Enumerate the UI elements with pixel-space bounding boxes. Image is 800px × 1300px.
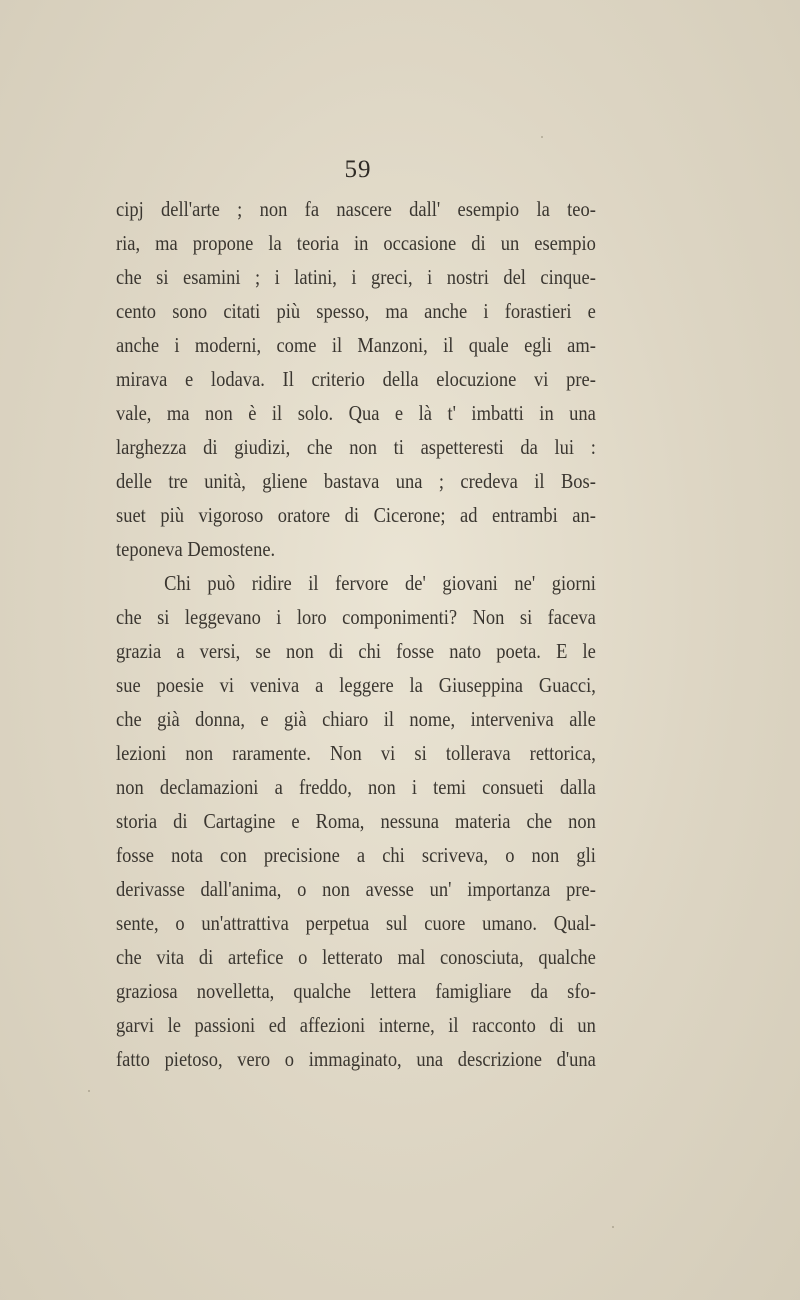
text-line: lezioni non raramente. Non vi si tollerava rettorica, <box>116 741 596 765</box>
paragraph-start-line: Chi può ridire il fervore de' giovani ne' giorni <box>164 571 596 595</box>
text-line: mirava e lodava. Il criterio della elocuzione vi pre- <box>116 367 596 391</box>
text-line: fatto pietoso, vero o immaginato, una descrizione d'una <box>116 1047 596 1071</box>
text-line: larghezza di giudizi, che non ti aspetteresti da lui : <box>116 435 596 459</box>
text-line: storia di Cartagine e Roma, nessuna materia che non <box>116 809 596 833</box>
text-line: fosse nota con precisione a chi scriveva, o non gli <box>116 843 596 867</box>
text-line: che vita di artefice o letterato mal conosciuta, qualche <box>116 945 596 969</box>
text-line: sue poesie vi veniva a leggere la Giuseppina Guacci, <box>116 673 596 697</box>
text-line: garvi le passioni ed affezioni interne, il racconto di un <box>116 1013 596 1037</box>
text-line: non declamazioni a freddo, non i temi consueti dalla <box>116 775 596 799</box>
text-line: sente, o un'attrattiva perpetua sul cuore umano. Qual- <box>116 911 596 935</box>
text-line: che si esamini ; i latini, i greci, i nostri del cinque- <box>116 265 596 289</box>
text-line: graziosa novelletta, qualche lettera famigliare da sfo- <box>116 979 596 1003</box>
text-line: teponeva Demostene. <box>116 537 276 561</box>
paper-speck <box>612 1226 614 1228</box>
paper-speck <box>541 136 543 138</box>
body-text <box>116 192 596 1076</box>
text-line: delle tre unità, gliene bastava una ; credeva il Bos- <box>116 469 596 493</box>
text-line: cento sono citati più spesso, ma anche i forastieri e <box>116 299 596 323</box>
page-number: 59 <box>344 156 372 183</box>
text-line: suet più vigoroso oratore di Cicerone; ad entrambi an- <box>116 503 596 527</box>
text-line: vale, ma non è il solo. Qua e là t' imbatti in una <box>116 401 596 425</box>
text-line: che si leggevano i loro componimenti? Non si faceva <box>116 605 596 629</box>
text-line: che già donna, e già chiaro il nome, interveniva alle <box>116 707 596 731</box>
text-line: cipj dell'arte ; non fa nascere dall' esempio la teo- <box>116 197 596 221</box>
text-line: grazia a versi, se non di chi fosse nato poeta. E le <box>116 639 596 663</box>
text-line: derivasse dall'anima, o non avesse un' importanza pre- <box>116 877 596 901</box>
text-line: ria, ma propone la teoria in occasione di un esempio <box>116 231 596 255</box>
text-line: anche i moderni, come il Manzoni, il quale egli am- <box>116 333 596 357</box>
paper-speck <box>88 1090 90 1092</box>
